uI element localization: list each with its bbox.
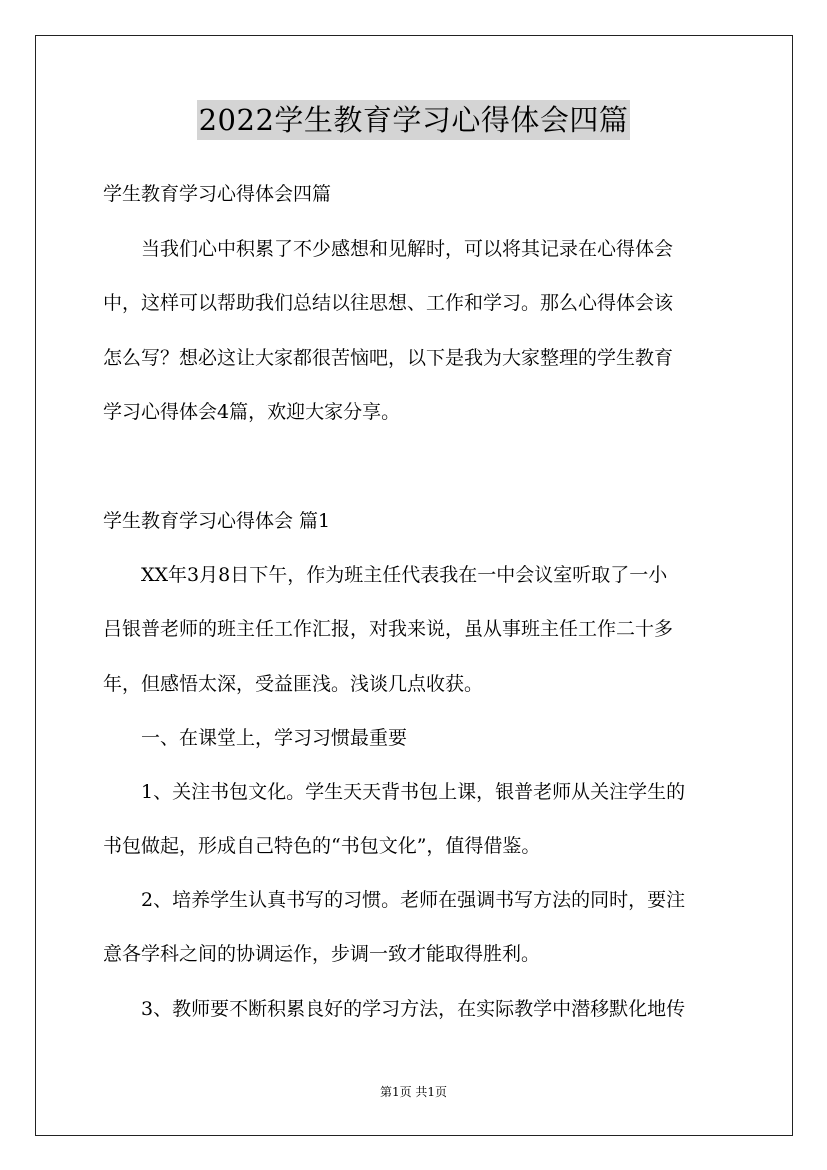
paragraph-line: 中，这样可以帮助我们总结以往思想、工作和学习。那么心得体会该 xyxy=(103,292,674,314)
title-container xyxy=(0,100,827,140)
paragraph-line: 3、教师要不断积累良好的学习方法，在实际教学中潜移默化地传 xyxy=(103,998,686,1020)
paragraph-line: 意各学科之间的协调运作，步调一致才能取得胜利。 xyxy=(103,943,541,965)
paragraph-line: 1、关注书包文化。学生天天背书包上课，银普老师从关注学生的 xyxy=(103,781,686,803)
paragraph-line: 学习心得体会4篇，欢迎大家分享。 xyxy=(103,401,401,423)
paragraph-line: XX年3月8日下午，作为班主任代表我在一中会议室听取了一小 xyxy=(103,564,668,586)
document-title: 2022学生教育学习心得体会四篇 xyxy=(197,100,631,140)
page-footer: 第1页 共1页 xyxy=(379,1085,448,1099)
subheading-line: 一、在课堂上，学习习惯最重要 xyxy=(103,727,408,749)
paragraph-line: 吕银普老师的班主任工作汇报，对我来说，虽从事班主任工作二十多 xyxy=(103,618,674,640)
paragraph-line: 当我们心中积累了不少感想和见解时，可以将其记录在心得体会 xyxy=(103,238,674,260)
section-heading: 学生教育学习心得体会 篇1 xyxy=(103,510,331,532)
section-heading: 学生教育学习心得体会四篇 xyxy=(103,183,332,205)
paragraph-line: 2、培养学生认真书写的习惯。老师在强调书写方法的同时，要注 xyxy=(103,889,686,911)
paragraph-line: 年，但感悟太深，受益匪浅。浅谈几点收获。 xyxy=(103,673,484,695)
paragraph-line: 书包做起，形成自己特色的“书包文化”，值得借鉴。 xyxy=(103,835,541,857)
paragraph-line: 怎么写？想必这让大家都很苦恼吧，以下是我为大家整理的学生教育 xyxy=(103,347,674,369)
